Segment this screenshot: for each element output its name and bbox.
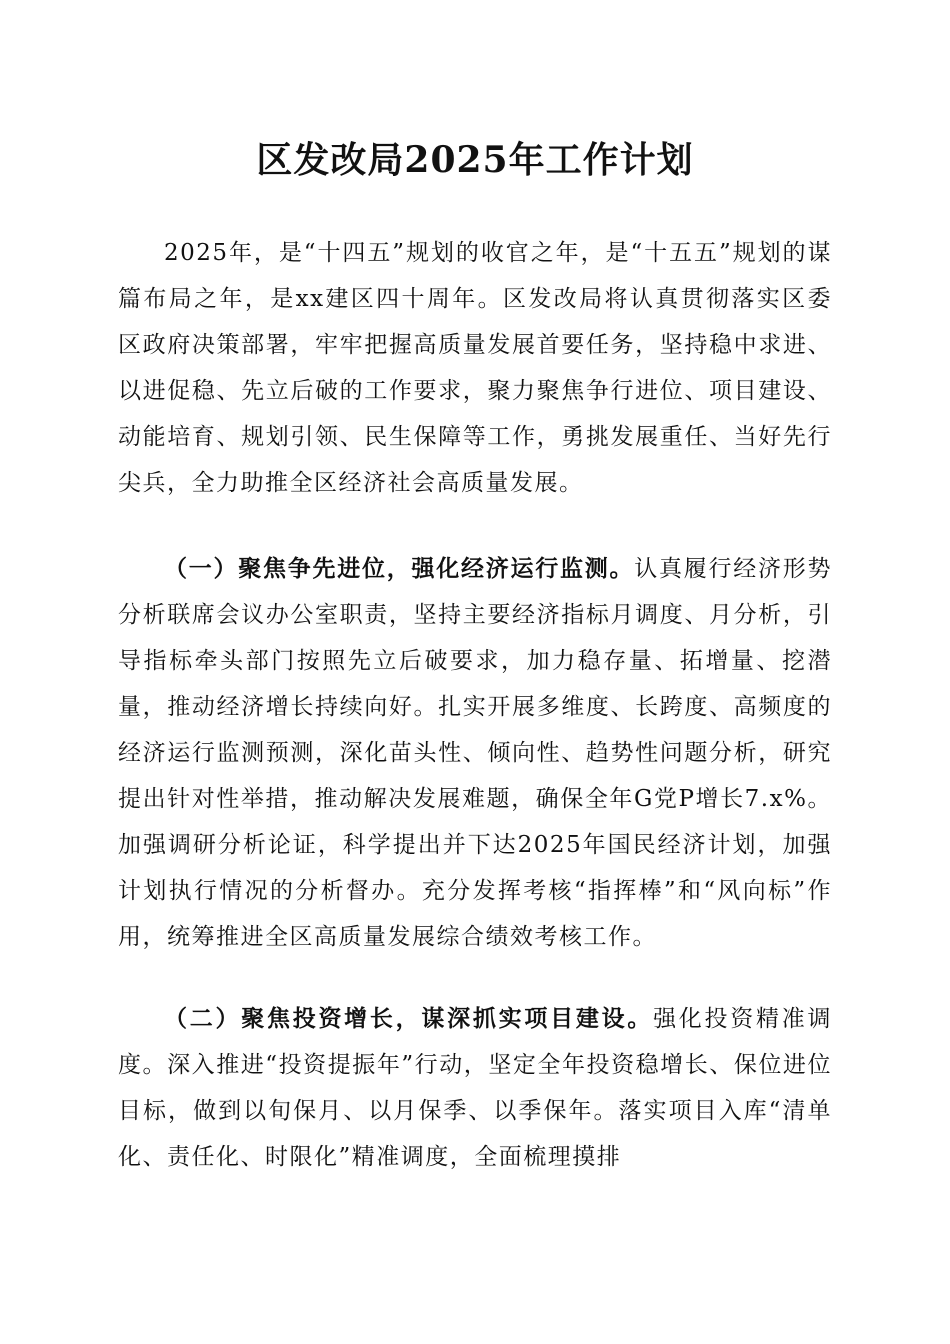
section-2-paragraph xyxy=(118,996,832,1180)
section-2-heading: （二）聚焦投资增长，谋深抓实项目建设。 xyxy=(164,1005,654,1032)
section-1-paragraph xyxy=(118,546,832,960)
section-1-heading: （一）聚焦争先进位，强化经济运行监测。 xyxy=(164,555,635,582)
section-2-text: 强化投资精准调度。深入推进“投资提振年”行动，坚定全年投资稳增长、保位进位目标，做到以旬保月、以月保季、以季保年。落实项目入库“清单化、责任化、时限化”精准调度，全面梳理摸排 xyxy=(118,1006,833,1170)
section-1-text: 认真履行经济形势分析联席会议办公室职责，坚持主要经济指标月调度、月分析，引导指标牵头部门按照先立后破要求，加力稳存量、拓增量、挖潜量，推动经济增长持续向好。扎实开展多维度、长跨度、高频度的经济运行监测预测，深化苗头性、倾向性、趋势性问题分析，研究提出针对性举措，推动解决发展难题，确保全年G党P增长7.x%。加强调研分析论证，科学提出并下达2025年国民经济计划，加强计划执行情况的分析督办。充分发挥考核“指挥棒”和“风向标”作用，统筹推进全区高质量发展综合绩效考核工作。 xyxy=(118,556,832,950)
document-title: 区发改局2025年工作计划 xyxy=(256,139,694,181)
intro-paragraph: 2025年，是“十四五”规划的收官之年，是“十五五”规划的谋篇布局之年，是xx建区四十周年。区发改局将认真贯彻落实区委区政府决策部署，牢牢把握高质量发展首要任务，坚持稳中求进、以进促稳、先立后破的工作要求，聚力聚焦争行进位、项目建设、动能培育、规划引领、民生保障等工作，勇挑发展重任、当好先行尖兵，全力助推全区经济社会高质量发展。 xyxy=(118,240,832,496)
